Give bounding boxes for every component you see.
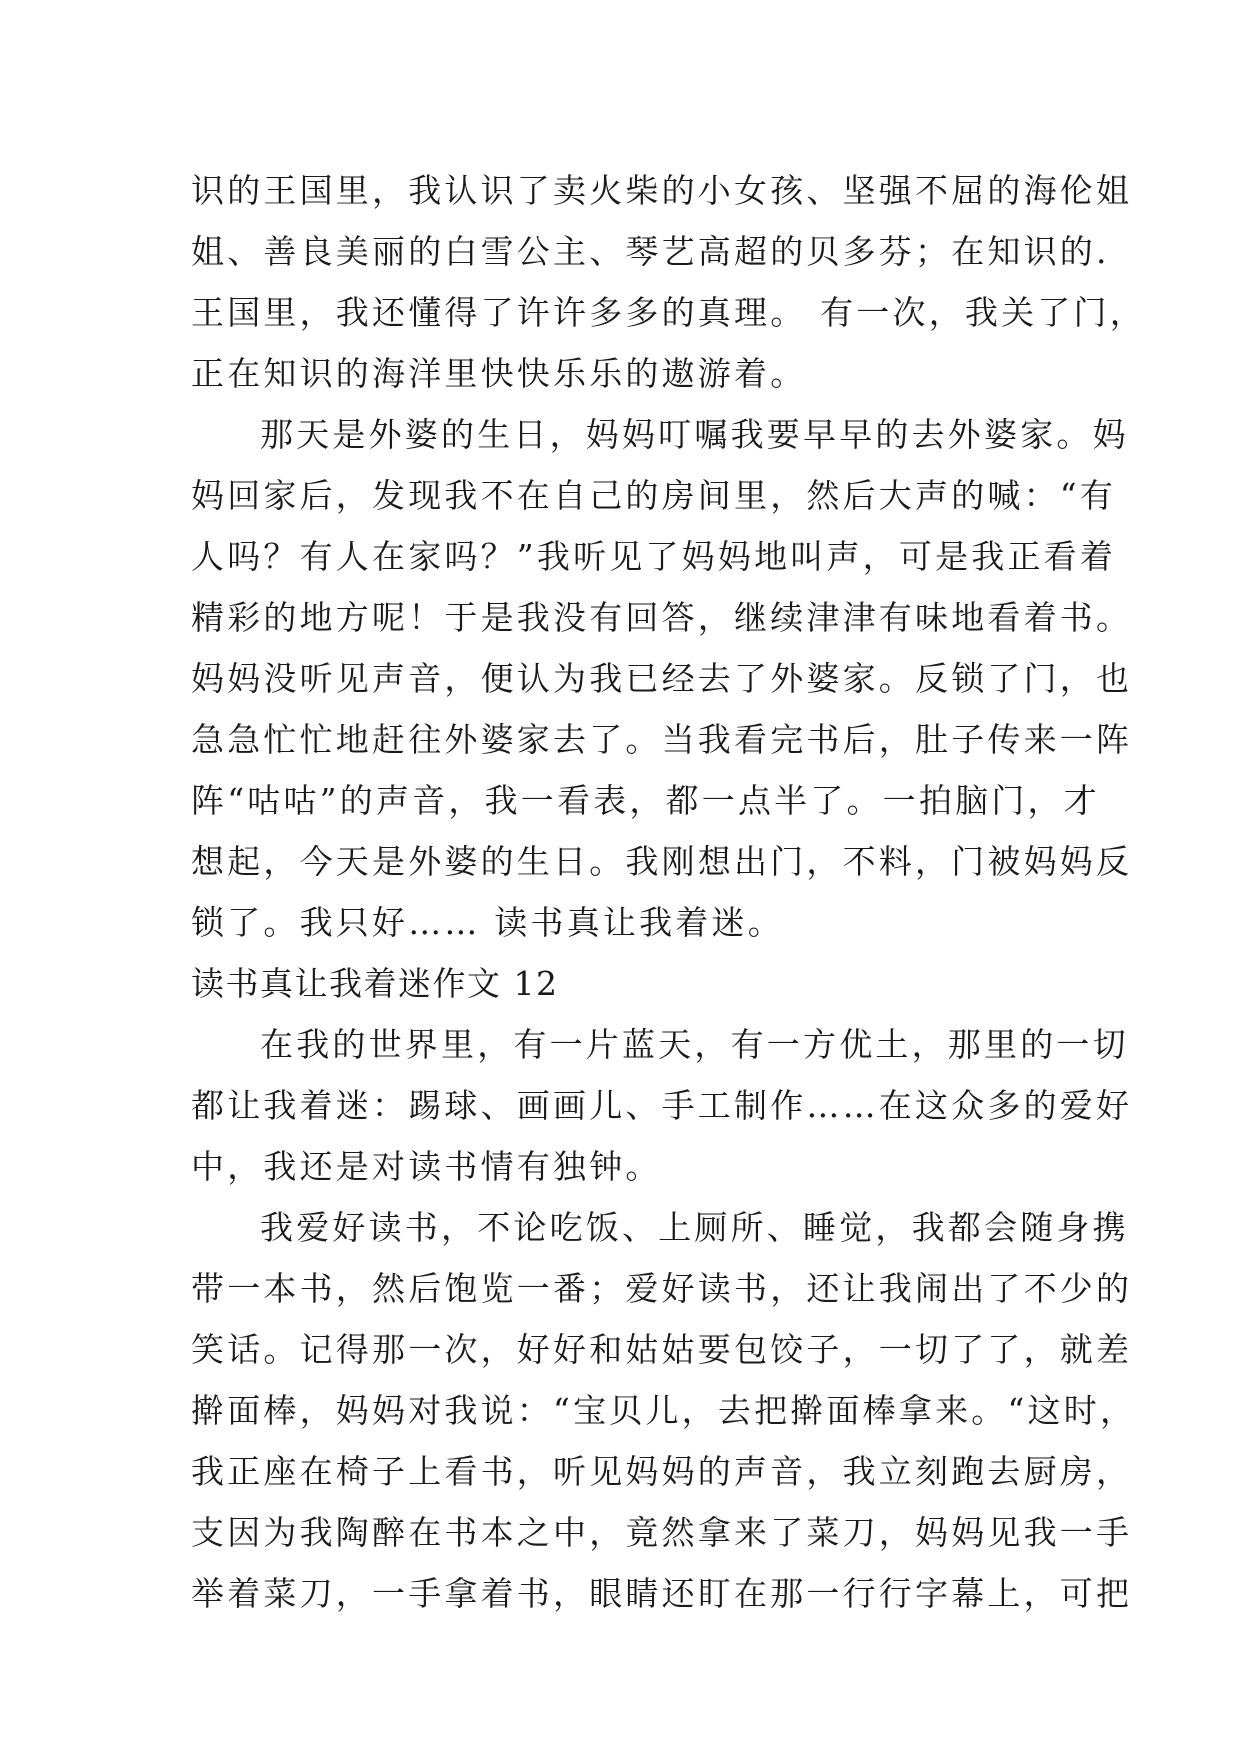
text-line: 支因为我陶醉在书本之中，竟然拿来了菜刀，妈妈见我一手 <box>191 1513 1133 1552</box>
text-line: 在我的世界里，有一片蓝天，有一方优土，那里的一切 <box>260 1025 1129 1064</box>
text-line: 王国里，我还懂得了许许多多的真理。 有一次，我关了门， <box>191 293 1146 332</box>
text-line: 我正座在椅子上看书，听见妈妈的声音，我立刻跑去厨房， <box>191 1452 1133 1491</box>
text-line: 擀面棒，妈妈对我说：“宝贝儿，去把擀面棒拿来。“这时， <box>191 1391 1137 1430</box>
section-heading: 读书真让我着迷作文 12 <box>191 964 559 1003</box>
text-line: 锁了。我只好…… 读书真让我着迷。 <box>191 903 784 942</box>
text-line: 识的王国里，我认识了卖火柴的小女孩、坚强不屈的海伦姐 <box>191 171 1133 210</box>
text-line: 那天是外婆的生日，妈妈叮嘱我要早早的去外婆家。妈 <box>260 415 1129 454</box>
text-line: 人吗？有人在家吗？”我听见了妈妈地叫声，可是我正看着 <box>191 537 1117 576</box>
text-line: 都让我着迷：踢球、画画儿、手工制作……在这众多的爱好 <box>191 1086 1133 1125</box>
text-line: 急急忙忙地赶往外婆家去了。当我看完书后，肚子传来一阵 <box>191 720 1133 759</box>
document-page <box>191 160 1146 1624</box>
paragraph-1 <box>191 160 1146 404</box>
text-line: 妈妈没听见声音，便认为我已经去了外婆家。反锁了门，也 <box>191 659 1133 698</box>
text-line: 想起，今天是外婆的生日。我刚想出门，不料，门被妈妈反 <box>191 842 1133 881</box>
text-line: 妈回家后，发现我不在自己的房间里，然后大声的喊：“有 <box>191 476 1117 515</box>
text-line: 带一本书，然后饱览一番；爱好读书，还让我闹出了不少的 <box>191 1269 1133 1308</box>
text-line: 笑话。记得那一次，好好和姑姑要包饺子，一切了了，就差 <box>191 1330 1133 1369</box>
text-line: 正在知识的海洋里快快乐乐的遨游着。 <box>191 354 807 393</box>
text-line: 阵“咕咕”的声音，我一看表，都一点半了。一拍脑门，才 <box>191 781 1100 820</box>
paragraph-2 <box>191 404 1133 953</box>
text-line: 举着菜刀，一手拿着书，眼睛还盯在那一行行字幕上，可把 <box>191 1574 1133 1613</box>
text-line: 姐、善良美丽的白雪公主、琴艺高超的贝多芬；在知识的. <box>191 232 1110 271</box>
text-line: 中，我还是对读书情有独钟。 <box>191 1147 662 1186</box>
paragraph-4 <box>191 1197 1137 1624</box>
text-line: 我爱好读书，不论吃饭、上厕所、睡觉，我都会随身携 <box>260 1208 1129 1247</box>
text-line: 精彩的地方呢！于是我没有回答，继续津津有味地看着书。 <box>191 598 1133 637</box>
paragraph-3 <box>191 1014 1133 1197</box>
